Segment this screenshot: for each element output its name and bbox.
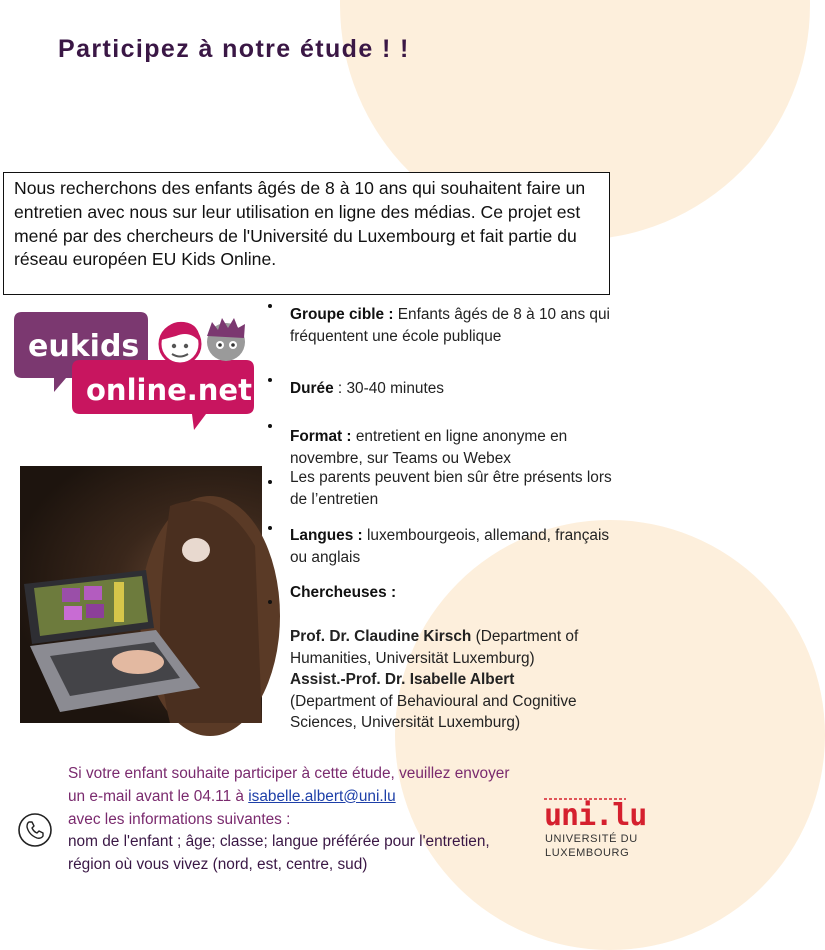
bullet-label: Format :	[290, 428, 352, 445]
bullet-icon	[268, 304, 272, 308]
logo-online-text: online.net	[86, 373, 252, 407]
bullet-value: Les parents peuvent bien sûr être présents lors de l’entretien	[290, 469, 612, 508]
university-name-line: UNIVERSITÉ DU	[545, 833, 638, 845]
contact-section	[68, 763, 528, 877]
bullet-icon	[268, 480, 272, 484]
bullet-label: Durée	[290, 380, 334, 397]
bullet-value: luxembourgeois, allemand, français ou anglais	[290, 527, 610, 566]
girl-face-icon	[160, 322, 200, 364]
logo-eukids-text: eukids	[28, 329, 140, 364]
bullet-icon	[268, 526, 272, 530]
bullet-icon	[268, 378, 272, 382]
researcher-affiliation: (Department of Humanities, Universität Luxemburg)	[290, 628, 579, 667]
researcher-affiliation: (Department of Behavioural and Cognitive Sciences, Universität Luxemburg)	[290, 692, 577, 731]
bullet-icon	[268, 424, 272, 428]
child-laptop-photo	[20, 466, 262, 723]
intro-box	[3, 172, 610, 295]
email-link[interactable]: isabelle.albert@uni.lu	[248, 787, 396, 805]
bullet-label: Chercheuses :	[290, 584, 397, 601]
bullet-label: Groupe cible :	[290, 306, 394, 323]
eukids-online-logo	[8, 308, 258, 433]
bullet-value: Enfants âgés de 8 à 10 ans qui fréquentent une école publique	[290, 306, 610, 345]
bullet-value: : 30-40 minutes	[333, 380, 444, 397]
contact-line: Si votre enfant souhaite participer à cette étude, veuillez envoyer un e-mail avant le 04.11 à	[68, 765, 510, 805]
intro-text: Nous recherchons des enfants âgés de 8 à 10 ans qui souhaitent faire un entretien avec nous sur leur utilisation en ligne des médias. Ce projet est mené par des chercheurs de l'Université du Luxembourg et fait partie du réseau européen EU Kids Online.	[14, 178, 586, 270]
bullet-value: entretient en ligne anonyme en novembre, sur Teams ou Webex	[290, 428, 568, 467]
researcher-name: Prof. Dr. Claudine Kirsch	[290, 628, 472, 645]
bullet-label: Langues :	[290, 527, 363, 544]
contact-line: avec les informations suivantes :	[68, 810, 291, 828]
bullet-icon	[268, 600, 272, 604]
researchers-list	[290, 626, 630, 734]
researcher-name: Assist.-Prof. Dr. Isabelle Albert	[290, 671, 515, 688]
phone-icon	[17, 812, 53, 848]
page-title: Participez à notre étude ! !	[58, 35, 410, 63]
researcher-item	[290, 669, 630, 734]
researcher-item	[290, 626, 630, 669]
contact-required-info: nom de l'enfant ; âge; classe; langue préférée pour l'entretien, région où vous vivez (nord, est, centre, sud)	[68, 833, 490, 874]
contact-instructions	[68, 763, 528, 831]
boy-face-icon	[207, 318, 245, 361]
university-logo-text: uni.lu	[544, 798, 647, 833]
university-name	[545, 832, 638, 860]
university-name-line: LUXEMBOURG	[545, 847, 630, 859]
